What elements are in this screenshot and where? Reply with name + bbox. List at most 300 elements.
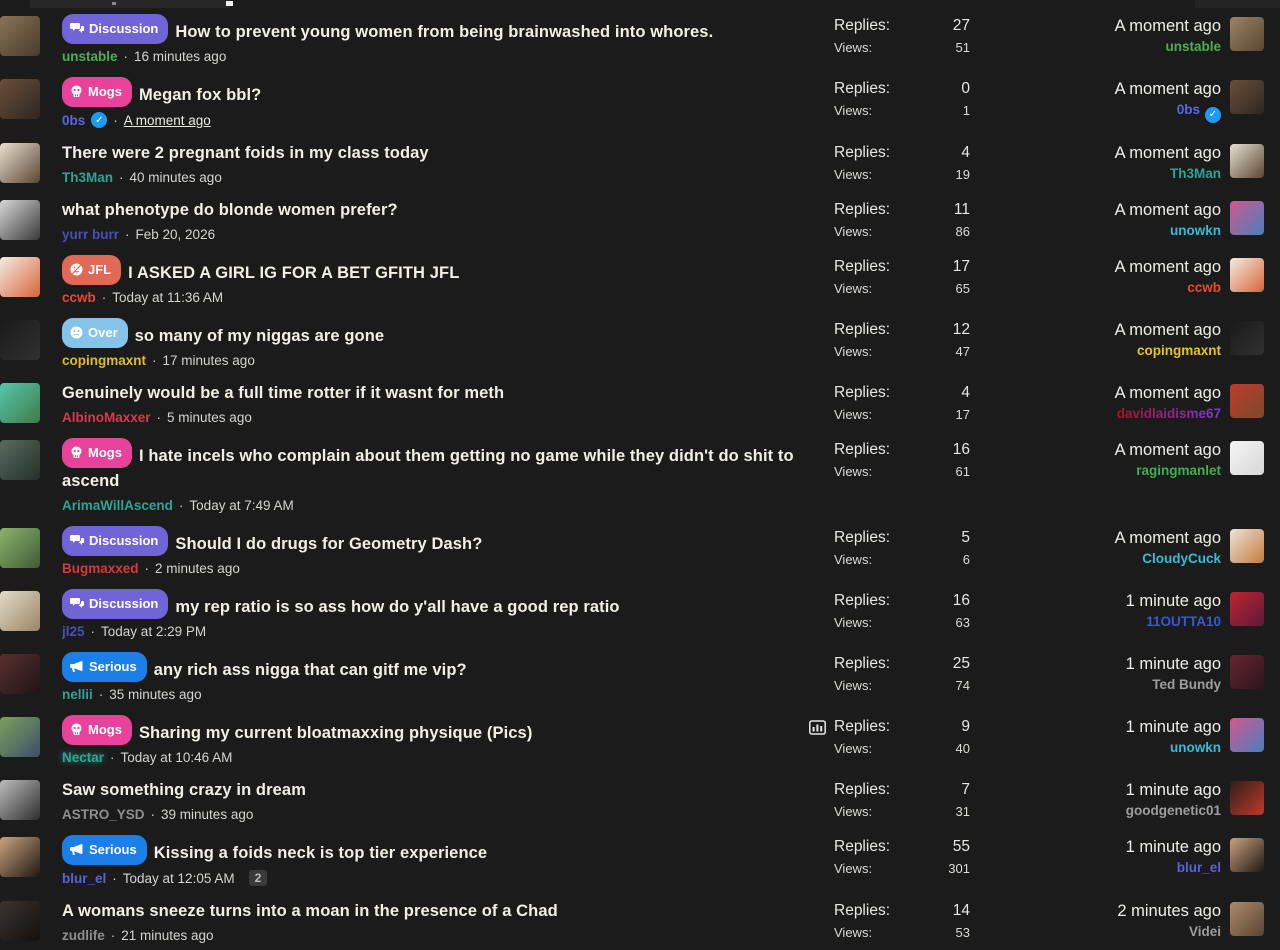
views-label: Views: [834, 615, 873, 630]
thread-meta-line [62, 353, 834, 368]
prefix-badge-serious[interactable] [62, 835, 147, 865]
views-label: Views: [834, 925, 873, 940]
avatar-cell [0, 79, 62, 128]
avatar-cell [0, 440, 62, 513]
thread-title-line [62, 438, 834, 494]
thread-main [62, 780, 834, 822]
last-post-user-avatar[interactable] [1230, 718, 1264, 752]
thread-meta-line [62, 112, 834, 128]
cutoff-segment [30, 0, 230, 8]
replies-count: 16 [952, 441, 970, 458]
avatar-cell [0, 780, 62, 822]
megaphone-icon [70, 660, 84, 673]
chat-icon [70, 534, 84, 547]
thread-start-time: Today at 10:46 AM [120, 750, 233, 765]
thread-stats [834, 528, 984, 576]
thread-row [0, 893, 1280, 950]
views-label: Views: [834, 344, 873, 359]
thread-title-link[interactable]: How to prevent young women from being brainwashed into whores. [175, 23, 714, 41]
thread-meta-line [62, 498, 834, 513]
thread-main [62, 79, 834, 128]
views-label: Views: [834, 40, 873, 55]
thread-title-link[interactable]: I hate incels who complain about them getting no game while they didn't do shit to ascend [62, 447, 794, 490]
views-count: 6 [962, 552, 970, 567]
poll-icon [809, 720, 826, 740]
thread-title-line [62, 198, 834, 223]
thread-author-avatar[interactable] [0, 440, 40, 480]
thread-stats [834, 200, 984, 242]
cutoff-row-remnant [0, 0, 1280, 8]
last-post-user-avatar[interactable] [1230, 321, 1264, 355]
last-post-cell [984, 780, 1264, 822]
views-count: 63 [955, 615, 970, 630]
last-post-user-link[interactable]: 11OUTTA10 [1146, 614, 1221, 629]
replies-label: Replies: [834, 201, 890, 218]
last-post-time-link[interactable]: 1 minute ago [1125, 781, 1221, 799]
thread-meta-line [62, 170, 834, 185]
thread-title-link[interactable]: what phenotype do blonde women prefer? [62, 201, 398, 219]
replies-count: 0 [961, 80, 970, 97]
thread-author-avatar[interactable] [0, 16, 40, 56]
thread-author-avatar[interactable] [0, 257, 40, 297]
replies-label: Replies: [834, 838, 890, 855]
views-count: 17 [955, 407, 970, 422]
views-label: Views: [834, 407, 873, 422]
badge-label: Discussion [89, 533, 159, 548]
replies-count: 17 [952, 258, 970, 275]
replies-count: 4 [961, 144, 970, 161]
prefix-badge-discussion[interactable] [62, 589, 168, 619]
meta-separator: · [178, 498, 184, 513]
views-label: Views: [834, 103, 873, 118]
replies-label: Replies: [834, 902, 890, 919]
last-post-user-link[interactable]: Ted Bundy [1152, 677, 1221, 692]
thread-stats [834, 780, 984, 822]
thread-main [62, 837, 834, 886]
thread-main [62, 901, 834, 943]
last-post-cell [984, 654, 1264, 702]
prefix-badge-serious[interactable] [62, 652, 147, 682]
thread-row [0, 772, 1280, 829]
thread-title-link[interactable]: Genuinely would be a full time rotter if it wasnt for meth [62, 384, 505, 402]
thread-author-link[interactable]: yurr burr [62, 227, 120, 242]
badge-label: Discussion [89, 596, 159, 611]
thread-author-link[interactable]: 0bs [62, 112, 86, 128]
meta-separator: · [150, 807, 156, 822]
views-label: Views: [834, 224, 873, 239]
last-post-user-avatar[interactable] [1230, 529, 1264, 563]
last-post-user-avatar[interactable] [1230, 17, 1264, 51]
thread-row [0, 249, 1280, 312]
thread-main [62, 717, 834, 765]
thread-author-avatar[interactable] [0, 901, 40, 941]
last-post-cell [984, 591, 1264, 639]
thread-title-link[interactable]: so many of my niggas are gone [134, 327, 385, 345]
laugh-icon [70, 263, 83, 276]
last-post-user-link[interactable]: Th3Man [1169, 166, 1221, 181]
views-count: 61 [955, 464, 970, 479]
prefix-badge-discussion[interactable] [62, 526, 168, 556]
last-post-user-link[interactable]: copingmaxnt [1136, 343, 1221, 358]
thread-title-link[interactable]: Should I do drugs for Geometry Dash? [175, 535, 483, 553]
last-post-user-avatar[interactable] [1230, 201, 1264, 235]
thread-meta-line [62, 227, 834, 242]
views-count: 301 [948, 861, 970, 876]
thread-title-link[interactable]: my rep ratio is so ass how do y'all have a good rep ratio [175, 598, 620, 616]
sad-face-icon [70, 326, 83, 339]
thread-start-time: Today at 7:49 AM [189, 498, 294, 513]
views-label: Views: [834, 741, 873, 756]
thread-main [62, 591, 834, 639]
thread-main [62, 257, 834, 305]
thread-author-avatar[interactable] [0, 780, 40, 820]
replies-label: Replies: [834, 655, 890, 672]
thread-title-line [62, 381, 834, 406]
last-post-user-avatar[interactable] [1230, 258, 1264, 292]
thread-start-time: 5 minutes ago [167, 410, 252, 425]
last-post-time-link[interactable]: A moment ago [1114, 80, 1221, 98]
thread-title-link[interactable]: A womans sneeze turns into a moan in the presence of a Chad [62, 902, 558, 920]
last-post-user-link[interactable]: blur_el [1176, 860, 1221, 875]
thread-meta-line [62, 290, 834, 305]
last-post-cell [984, 901, 1264, 943]
meta-separator: · [125, 227, 130, 242]
thread-author-avatar[interactable] [0, 200, 40, 240]
thread-main [62, 383, 834, 425]
thread-stats [834, 837, 984, 886]
thread-author-avatar[interactable] [0, 528, 40, 568]
last-post-user-avatar[interactable] [1230, 655, 1264, 689]
avatar-cell [0, 383, 62, 425]
replies-label: Replies: [834, 441, 890, 458]
views-label: Views: [834, 281, 873, 296]
views-label: Views: [834, 167, 873, 182]
thread-author-avatar[interactable] [0, 79, 40, 119]
replies-label: Replies: [834, 529, 890, 546]
avatar-cell [0, 901, 62, 943]
last-post-user-avatar[interactable] [1230, 144, 1264, 178]
last-post-user-link[interactable]: Videi [1188, 924, 1221, 939]
views-count: 86 [955, 224, 970, 239]
thread-stats [834, 16, 984, 64]
verified-badge-icon: ✓ [1205, 107, 1221, 123]
replies-label: Replies: [834, 321, 890, 338]
thread-title-link[interactable]: Saw something crazy in dream [62, 781, 306, 799]
thread-author-link[interactable]: ASTRO_YSD [62, 807, 145, 822]
thread-meta-line [62, 410, 834, 425]
last-post-user-link[interactable]: 0bs [1176, 102, 1200, 117]
meta-separator: · [90, 624, 96, 639]
replies-label: Replies: [834, 144, 890, 161]
last-post-user-avatar[interactable] [1230, 592, 1264, 626]
views-count: 53 [955, 925, 970, 940]
last-post-user-avatar[interactable] [1230, 80, 1264, 114]
thread-main [62, 200, 834, 242]
thread-author-link[interactable]: copingmaxnt [62, 353, 147, 368]
thread-start-time: 17 minutes ago [162, 353, 255, 368]
thread-row [0, 312, 1280, 375]
thread-author-avatar[interactable] [0, 320, 40, 360]
last-post-time-link[interactable]: 2 minutes ago [1117, 902, 1221, 920]
thread-title-link[interactable]: Megan fox bbl? [138, 86, 262, 104]
thread-author-link[interactable]: nellii [62, 687, 93, 702]
badge-label: Discussion [89, 21, 159, 36]
last-post-time-link[interactable]: 1 minute ago [1125, 718, 1221, 736]
avatar-cell [0, 837, 62, 886]
thread-author-link[interactable]: Th3Man [62, 170, 114, 185]
thread-title-line [62, 318, 834, 349]
meta-separator: · [110, 928, 116, 943]
meta-separator: · [101, 290, 107, 305]
thread-author-link[interactable]: unstable [62, 49, 118, 64]
replies-count: 9 [961, 718, 970, 735]
views-label: Views: [834, 464, 873, 479]
last-post-user-avatar[interactable] [1230, 838, 1264, 872]
thread-author-link[interactable]: zudlife [62, 928, 105, 943]
prefix-badge-over[interactable] [62, 318, 128, 348]
skull-icon [70, 446, 83, 459]
replies-label: Replies: [834, 80, 890, 97]
last-post-user-avatar[interactable] [1230, 441, 1264, 475]
last-post-time-link[interactable]: A moment ago [1114, 258, 1221, 276]
views-count: 31 [955, 804, 970, 819]
thread-title-line [62, 14, 834, 45]
cutoff-mark [112, 2, 116, 5]
thread-author-avatar[interactable] [0, 143, 40, 183]
views-label: Views: [834, 678, 873, 693]
thread-title-line [62, 589, 834, 620]
thread-row [0, 646, 1280, 709]
last-post-time-link[interactable]: A moment ago [1114, 201, 1221, 219]
thread-title-line [62, 77, 834, 108]
views-count: 1 [962, 103, 970, 118]
skull-icon [70, 723, 83, 736]
thread-title-line [62, 835, 834, 866]
thread-title-line [62, 899, 834, 924]
replies-count: 14 [952, 902, 970, 919]
thread-row [0, 135, 1280, 192]
megaphone-icon [70, 843, 84, 856]
last-post-time-link[interactable]: 1 minute ago [1125, 592, 1221, 610]
thread-author-link[interactable]: Nectar [62, 750, 105, 765]
avatar-cell [0, 320, 62, 368]
views-label: Views: [834, 552, 873, 567]
avatar-cell [0, 591, 62, 639]
avatar-cell [0, 257, 62, 305]
thread-start-time: 39 minutes ago [161, 807, 254, 822]
last-post-time-link[interactable]: A moment ago [1114, 529, 1221, 547]
thread-start-time[interactable]: A moment ago [123, 112, 211, 128]
views-count: 65 [955, 281, 970, 296]
replies-count: 4 [961, 384, 970, 401]
thread-meta-line [62, 807, 834, 822]
last-post-cell [984, 257, 1264, 305]
badge-label: Mogs [88, 722, 122, 737]
thread-stats [834, 901, 984, 943]
replies-count: 55 [952, 838, 970, 855]
meta-separator: · [156, 410, 162, 425]
thread-meta-line [62, 49, 834, 64]
last-post-user-link[interactable]: unstable [1165, 39, 1221, 54]
thread-row [0, 375, 1280, 432]
last-post-user-link[interactable]: ragingmanlet [1136, 463, 1221, 478]
meta-separator: · [113, 112, 118, 128]
cutoff-segment [1195, 0, 1280, 8]
last-post-cell [984, 528, 1264, 576]
views-label: Views: [834, 861, 873, 876]
skull-icon [70, 85, 83, 98]
thread-start-time: 35 minutes ago [109, 687, 202, 702]
thread-title-link[interactable]: There were 2 pregnant foids in my class today [62, 144, 429, 162]
last-post-user-link[interactable]: CloudyCuck [1142, 551, 1221, 566]
last-post-time-link[interactable]: A moment ago [1114, 321, 1221, 339]
last-post-cell [984, 837, 1264, 886]
replies-count: 27 [952, 17, 970, 34]
thread-author-avatar[interactable] [0, 654, 40, 694]
last-post-user-link[interactable]: ccwb [1187, 280, 1221, 295]
thread-row [0, 829, 1280, 893]
thread-row [0, 432, 1280, 520]
views-label: Views: [834, 804, 873, 819]
replies-count: 11 [953, 201, 970, 218]
cutoff-mark [226, 1, 233, 6]
last-post-user-link[interactable]: unowkn [1170, 740, 1221, 755]
thread-start-time: 21 minutes ago [121, 928, 214, 943]
thread-author-avatar[interactable] [0, 717, 40, 757]
meta-separator: · [98, 687, 104, 702]
thread-main [62, 528, 834, 576]
prefix-badge-mogs[interactable] [62, 438, 132, 468]
thread-stats [834, 591, 984, 639]
thread-title-link[interactable]: Kissing a foids neck is top tier experience [153, 844, 488, 862]
thread-start-time: Feb 20, 2026 [135, 227, 216, 242]
thread-meta-line [62, 750, 834, 765]
thread-author-link[interactable]: ArimaWillAscend [62, 498, 173, 513]
meta-separator: · [110, 750, 115, 765]
thread-author-avatar[interactable] [0, 591, 40, 631]
badge-label: Serious [89, 659, 137, 674]
verified-badge-icon: ✓ [91, 112, 107, 128]
thread-stats [834, 320, 984, 368]
last-post-cell [984, 200, 1264, 242]
replies-label: Replies: [834, 384, 890, 401]
badge-label: Mogs [88, 445, 122, 460]
last-post-cell [984, 440, 1264, 513]
badge-label: Over [88, 325, 118, 340]
last-post-user-avatar[interactable] [1230, 384, 1264, 418]
thread-title-link[interactable]: I ASKED A GIRL IG FOR A BET GFITH JFL [128, 264, 460, 282]
replies-label: Replies: [834, 592, 890, 609]
last-post-time-link[interactable]: A moment ago [1114, 17, 1221, 35]
thread-author-avatar[interactable] [0, 383, 40, 423]
thread-title-link[interactable]: Sharing my current bloatmaxxing physique (Pics) [138, 724, 533, 742]
views-count: 19 [955, 167, 970, 182]
last-post-time-link[interactable]: 1 minute ago [1125, 838, 1221, 856]
thread-author-link[interactable]: blur_el [62, 870, 107, 886]
views-count: 51 [955, 40, 970, 55]
last-post-time-link[interactable]: A moment ago [1114, 144, 1221, 162]
prefix-badge-jfl[interactable] [62, 255, 121, 285]
thread-start-time: Today at 12:05 AM [122, 870, 235, 886]
last-post-time-link[interactable]: A moment ago [1114, 441, 1221, 459]
thread-meta-line [62, 561, 834, 576]
page-number-badge[interactable]: 2 [249, 870, 268, 886]
badge-label: Serious [89, 842, 137, 857]
replies-count: 12 [952, 321, 970, 338]
views-count: 74 [955, 678, 970, 693]
thread-author-link[interactable]: Bugmaxxed [62, 561, 139, 576]
thread-main [62, 143, 834, 185]
thread-title-line [62, 652, 834, 683]
replies-count: 16 [952, 592, 970, 609]
thread-start-time: Today at 11:36 AM [112, 290, 224, 305]
thread-main [62, 16, 834, 64]
thread-title-line [62, 778, 834, 803]
last-post-cell [984, 717, 1264, 765]
avatar-cell [0, 16, 62, 64]
chat-icon [70, 22, 84, 35]
views-count: 47 [955, 344, 970, 359]
meta-separator: · [119, 170, 124, 185]
thread-start-time: 16 minutes ago [134, 49, 227, 64]
thread-author-link[interactable]: jl25 [62, 624, 85, 639]
meta-separator: · [144, 561, 150, 576]
views-count: 40 [955, 741, 970, 756]
last-post-cell [984, 16, 1264, 64]
replies-count: 25 [952, 655, 970, 672]
thread-meta-line [62, 624, 834, 639]
thread-row [0, 709, 1280, 772]
prefix-badge-mogs[interactable] [62, 715, 132, 745]
last-post-cell [984, 383, 1264, 425]
last-post-user-link[interactable]: unowkn [1170, 223, 1221, 238]
last-post-cell [984, 79, 1264, 128]
thread-main [62, 654, 834, 702]
thread-title-link[interactable]: any rich ass nigga that can gitf me vip? [153, 661, 467, 679]
thread-author-link[interactable]: ccwb [62, 290, 96, 305]
thread-author-link[interactable]: AlbinoMaxxer [62, 410, 151, 425]
thread-author-avatar[interactable] [0, 837, 40, 877]
last-post-user-avatar[interactable] [1230, 781, 1264, 815]
replies-label: Replies: [834, 718, 890, 735]
last-post-user-avatar[interactable] [1230, 902, 1264, 936]
thread-stats [834, 383, 984, 425]
thread-stats [834, 654, 984, 702]
chat-icon [70, 597, 84, 610]
meta-separator: · [112, 870, 117, 886]
avatar-cell [0, 717, 62, 765]
last-post-user-link[interactable]: davidlaidisme67 [1116, 406, 1221, 421]
thread-stats [834, 257, 984, 305]
thread-main [62, 440, 834, 513]
prefix-badge-discussion[interactable] [62, 14, 168, 44]
thread-row [0, 192, 1280, 249]
thread-row [0, 583, 1280, 646]
prefix-badge-mogs[interactable] [62, 77, 132, 107]
avatar-cell [0, 654, 62, 702]
meta-separator: · [123, 49, 129, 64]
thread-meta-line [62, 928, 834, 943]
last-post-time-link[interactable]: 1 minute ago [1125, 655, 1221, 673]
last-post-user-link[interactable]: goodgenetic01 [1125, 803, 1221, 818]
thread-start-time: Today at 2:29 PM [101, 624, 207, 639]
thread-title-line [62, 526, 834, 557]
thread-row [0, 71, 1280, 135]
avatar-cell [0, 200, 62, 242]
avatar-cell [0, 143, 62, 185]
thread-stats [834, 717, 984, 765]
last-post-time-link[interactable]: A moment ago [1114, 384, 1221, 402]
